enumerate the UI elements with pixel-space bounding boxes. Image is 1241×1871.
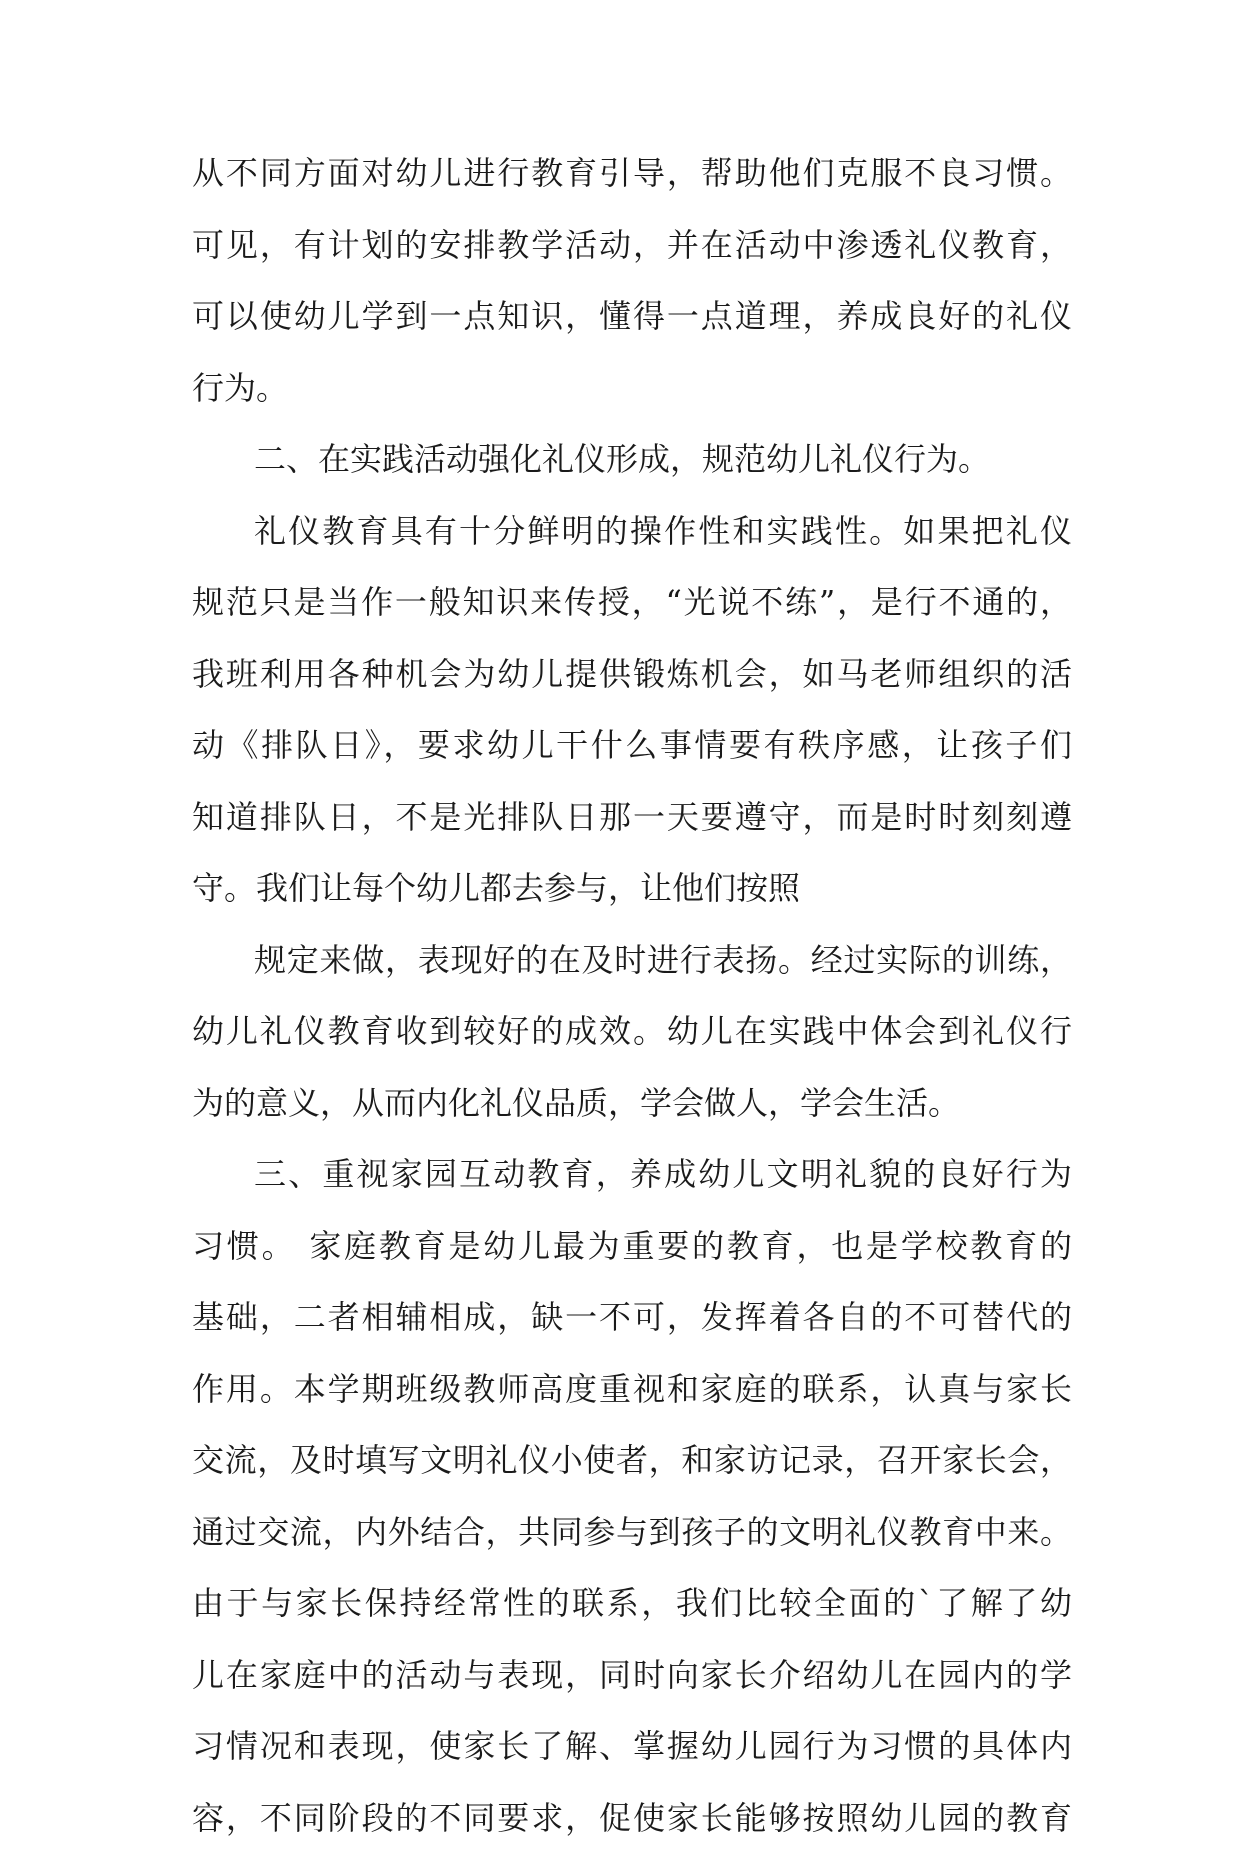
text-line: 知道排队日，不是光排队日那一天要遵守，而是时时刻刻遵: [192, 797, 1072, 836]
text-line: 规范只是当作一般知识来传授，“光说不练”，是行不通的，: [192, 583, 1072, 621]
text-line: 守。我们让每个幼儿都去参与，让他们按照: [192, 869, 801, 907]
text-line: 三、重视家园互动教育，养成幼儿文明礼貌的良好行为: [254, 1155, 1072, 1193]
text-line: 习情况和表现，使家长了解、掌握幼儿园行为习惯的具体内: [192, 1727, 1072, 1765]
text-line: 我班利用各种机会为幼儿提供锻炼机会，如马老师组织的活: [192, 654, 1072, 693]
text-line: 基础，二者相辅相成，缺一不可，发挥着各自的不可替代的: [192, 1298, 1072, 1336]
text-line: 容，不同阶段的不同要求，促使家长能够按照幼儿园的教育: [192, 1798, 1072, 1837]
text-line: 二、在实践活动强化礼仪形成，规范幼儿礼仪行为。: [254, 440, 991, 478]
text-line: 习惯。 家庭教育是幼儿最为重要的教育，也是学校教育的: [192, 1226, 1072, 1265]
text-line: 从不同方面对幼儿进行教育引导，帮助他们克服不良习惯。: [192, 154, 1072, 192]
text-line: 可见，有计划的安排教学活动，并在活动中渗透礼仪教育，: [192, 225, 1072, 264]
text-line: 由于与家长保持经常性的联系，我们比较全面的`了解了幼: [192, 1584, 1072, 1622]
text-line: 动《排队日》，要求幼儿干什么事情要有秩序感，让孩子们: [192, 726, 1072, 764]
text-line: 作用。本学期班级教师高度重视和家庭的联系，认真与家长: [192, 1369, 1072, 1408]
text-line: 幼儿礼仪教育收到较好的成效。幼儿在实践中体会到礼仪行: [192, 1012, 1072, 1050]
text-line: 通过交流，内外结合，共同参与到孩子的文明礼仪教育中来。: [192, 1512, 1072, 1551]
text-line: 行为。: [192, 368, 289, 407]
text-line: 为的意义，从而内化礼仪品质，学会做人，学会生活。: [192, 1083, 961, 1122]
text-line: 儿在家庭中的活动与表现，同时向家长介绍幼儿在园内的学: [192, 1655, 1072, 1694]
text-line: 交流，及时填写文明礼仪小使者，和家访记录，召开家长会，: [192, 1441, 1072, 1479]
text-line: 可以使幼儿学到一点知识，懂得一点道理，养成良好的礼仪: [192, 297, 1072, 335]
document-body: [192, 155, 1072, 1871]
text-line: 规定来做，表现好的在及时进行表扬。经过实际的训练，: [254, 940, 1072, 979]
text-line: 礼仪教育具有十分鲜明的操作性和实践性。如果把礼仪: [254, 511, 1072, 550]
